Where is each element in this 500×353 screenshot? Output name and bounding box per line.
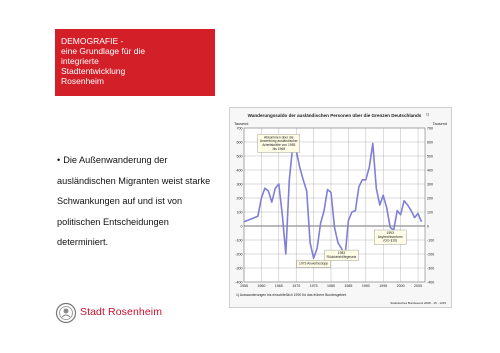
- y-tick-right-4: 0: [427, 224, 429, 229]
- x-tick-4: 1975: [309, 284, 318, 288]
- y-tick-left-0: -400: [235, 280, 243, 285]
- x-tick-9: 2000: [396, 284, 405, 288]
- x-tick-1: 1960: [257, 284, 266, 288]
- chart-footnote: 1) Auswanderungen bis einschließlich 1990 für das frühere Bundesgebiet.: [236, 293, 347, 297]
- y-tick-left-7: 300: [236, 182, 243, 187]
- y-tick-right-8: 400: [427, 168, 433, 173]
- y-tick-right-3: -100: [427, 238, 435, 243]
- y-tick-left-8: 400: [236, 168, 243, 173]
- y-tick-right-6: 200: [427, 196, 433, 201]
- bullet-list: [57, 150, 227, 253]
- y-tick-right-1: -300: [427, 266, 435, 271]
- x-tick-2: 1965: [274, 284, 283, 288]
- bullet-line-1: [57, 150, 227, 171]
- y-axis-label-right: Tausend: [432, 122, 447, 126]
- annotation-text-3: 1993 Asylrechtsreform (GG §16): [377, 231, 403, 243]
- x-tick-3: 1970: [292, 284, 301, 288]
- x-tick-6: 1985: [344, 284, 353, 288]
- bullet-dot-icon: •: [57, 155, 61, 165]
- y-tick-right-10: 600: [427, 140, 433, 145]
- y-tick-left-9: 500: [236, 154, 243, 159]
- y-tick-right-2: -200: [427, 252, 435, 257]
- y-tick-left-11: 700: [236, 126, 243, 131]
- annotation-text-1: 1973 Anwerbestopp: [299, 261, 329, 266]
- migration-chart: [230, 108, 451, 307]
- bullet-line-3: Schwankungen auf und ist von: [57, 196, 183, 206]
- y-tick-left-10: 600: [236, 140, 243, 145]
- y-tick-left-6: 200: [236, 196, 243, 201]
- y-axis-label-left: Tausend: [234, 122, 249, 126]
- y-tick-left-4: 0: [240, 224, 243, 229]
- y-tick-left-3: -100: [235, 238, 243, 243]
- x-tick-0: 1955: [240, 284, 248, 288]
- y-tick-right-5: 100: [427, 210, 433, 215]
- annotation-text-0: Abkommen über die Anwerbung ausländischer Arbeitskräfte von 1955 bis 1968: [259, 135, 298, 151]
- y-tick-right-0: -400: [427, 280, 435, 285]
- title-box: [55, 29, 215, 96]
- y-tick-left-1: -300: [235, 266, 243, 271]
- chart-title-footnote: 1): [426, 112, 429, 117]
- chart-title: Wanderungssaldo der ausländischen Personen über die Grenzen Deutschlands: [247, 113, 422, 118]
- bullet-text-1: Die Außenwanderung der: [63, 155, 168, 165]
- chart-source: Statistisches Bundesamt 2008 - 15 - 1315: [390, 301, 446, 305]
- y-tick-right-9: 500: [427, 154, 433, 159]
- y-tick-left-2: -200: [235, 252, 243, 257]
- x-tick-8: 1995: [379, 284, 388, 288]
- bullet-line-4: politischen Entscheidungen: [57, 216, 169, 227]
- x-tick-10: 2005: [414, 284, 423, 288]
- bullet-line-5: determiniert.: [57, 237, 109, 247]
- chart-frame: [229, 107, 452, 308]
- slide-title: DEMOGRAFIE - eine Grundlage für die integrierte Stadtentwicklung Rosenheim: [61, 36, 146, 86]
- x-tick-5: 1980: [327, 284, 336, 288]
- city-seal-icon: [55, 300, 77, 326]
- logo-text: Stadt Rosenheim: [80, 306, 163, 318]
- stadt-rosenheim-logo: [55, 300, 185, 326]
- y-tick-right-11: 700: [427, 126, 433, 131]
- y-tick-left-5: 100: [236, 210, 243, 215]
- x-tick-7: 1990: [361, 284, 370, 288]
- y-tick-right-7: 300: [427, 182, 433, 187]
- annotation-text-2: 1983 Rückkehrhilfegesetz: [326, 251, 357, 259]
- bullet-line-2: ausländischen Migranten weist starke: [57, 175, 211, 186]
